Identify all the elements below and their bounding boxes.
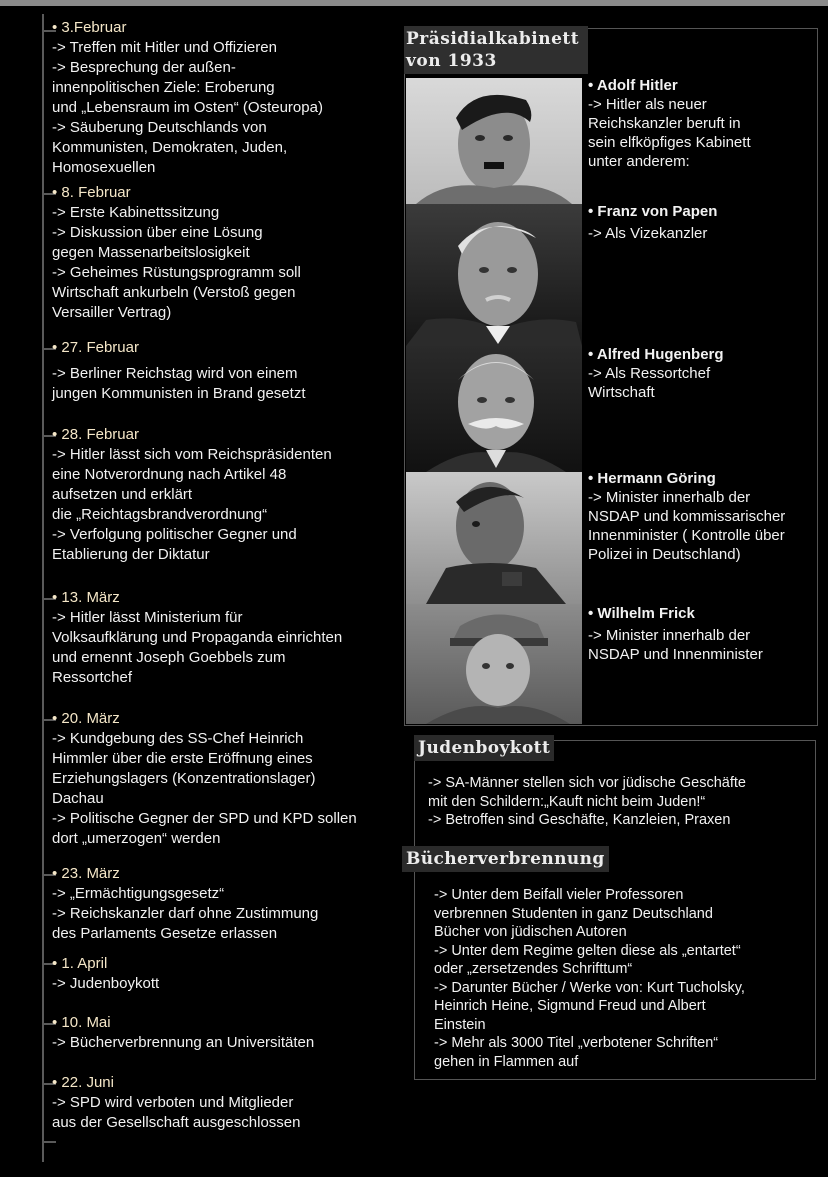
event-date: • 23. März: [52, 865, 120, 882]
member-desc: -> Als Vizekanzler: [588, 225, 708, 242]
cabinet-member: [588, 604, 818, 664]
event-date: • 8. Februar: [52, 184, 131, 201]
timeline-event: [52, 864, 402, 944]
timeline-event: [52, 709, 402, 849]
timeline-event: [52, 1013, 402, 1053]
judenboykott-title: Judenboykott: [414, 735, 554, 761]
member-name: • Franz von Papen: [588, 203, 718, 220]
timeline-line: [42, 14, 44, 1162]
member-name: • Hermann Göring: [588, 470, 716, 487]
event-text: -> Treffen mit Hitler und Offizieren -> Besprechung der außen- innenpolitischen Ziele: Eroberung und „Lebensraum im Osten“ (Osteuropa) -> Säuberung Deutschlands von Kommunisten, Demokraten, Juden, Homosexuellen: [52, 39, 323, 176]
timeline-event: [52, 954, 402, 994]
event-date: • 13. März: [52, 589, 120, 606]
portrait-goering: [406, 472, 582, 604]
member-desc: -> Minister innerhalb der NSDAP und Innenminister: [588, 627, 763, 663]
timeline-event: [52, 1073, 402, 1133]
member-name: • Alfred Hugenberg: [588, 346, 724, 363]
portrait-hugenberg: [406, 346, 582, 472]
judenboykott-text: -> SA-Männer stellen sich vor jüdische Geschäfte mit den Schildern:„Kauft nicht beim Juden!“ -> Betroffen sind Geschäfte, Kanzleien, Praxen: [428, 775, 746, 828]
cabinet-title: Präsidialkabinett von 1933: [404, 26, 588, 74]
top-bar: [0, 0, 828, 6]
event-date: • 20. März: [52, 710, 120, 727]
cabinet-member: [588, 202, 818, 243]
timeline-event: [52, 425, 402, 565]
timeline-event: [52, 588, 402, 688]
member-desc: -> Hitler als neuer Reichskanzler beruft in sein elfköpfiges Kabinett unter anderem:: [588, 96, 751, 170]
event-date: • 22. Juni: [52, 1074, 114, 1091]
event-text: -> Erste Kabinettssitzung -> Diskussion über eine Lösung gegen Massenarbeitslosigkeit -> Geheimes Rüstungsprogramm soll Wirtschaft ankurbeln (Verstoß gegen Versailler Vertrag): [52, 204, 301, 321]
member-desc: -> Minister innerhalb der NSDAP und kommissarischer Innenminister ( Kontrolle über Polizei in Deutschland): [588, 489, 786, 563]
event-date: • 27. Februar: [52, 339, 139, 356]
event-text: -> „Ermächtigungsgesetz“ -> Reichskanzler darf ohne Zustimmung des Parlaments Gesetze erlassen: [52, 885, 319, 942]
timeline-event: [52, 18, 402, 178]
event-date: • 28. Februar: [52, 426, 139, 443]
buecherverbrennung-title: Bücherverbrennung: [402, 846, 609, 872]
timeline-event: [52, 183, 402, 323]
event-date: • 3.Februar: [52, 19, 127, 36]
cabinet-member: [588, 76, 818, 171]
portrait-papen: [406, 204, 582, 346]
cabinet-member: [588, 469, 818, 564]
event-text: -> SPD wird verboten und Mitglieder aus der Gesellschaft ausgeschlossen: [52, 1094, 301, 1131]
event-text: -> Hitler lässt Ministerium für Volksaufklärung und Propaganda einrichten und ernennt Joseph Goebbels zum Ressortchef: [52, 609, 343, 686]
event-text: -> Berliner Reichstag wird von einem jungen Kommunisten in Brand gesetzt: [52, 365, 306, 402]
portrait-frick: [406, 604, 582, 724]
event-text: -> Hitler lässt sich vom Reichspräsidenten eine Notverordnung nach Artikel 48 aufsetzen und erklärt die „Reichtagsbrandverordnung“ -> Verfolgung politischer Gegner und Etablierung der Diktatur: [52, 446, 332, 563]
event-text: -> Bücherverbrennung an Universitäten: [52, 1034, 315, 1051]
timeline-tick: [42, 1141, 56, 1143]
timeline-event: [52, 338, 402, 404]
member-name: • Wilhelm Frick: [588, 605, 695, 622]
event-text: -> Judenboykott: [52, 975, 160, 992]
event-text: -> Kundgebung des SS-Chef Heinrich Himmler über die erste Eröffnung eines Erziehungslagers (Konzentrationslager) Dachau -> Politische Gegner der SPD und KPD sollen dort „umerzogen“ werden: [52, 730, 357, 847]
cabinet-member: [588, 345, 818, 402]
event-date: • 10. Mai: [52, 1014, 111, 1031]
portrait-hitler: [406, 78, 582, 204]
member-name: • Adolf Hitler: [588, 77, 678, 94]
event-date: • 1. April: [52, 955, 108, 972]
member-desc: -> Als Ressortchef Wirtschaft: [588, 365, 711, 401]
buecherverbrennung-text: -> Unter dem Beifall vieler Professoren verbrennen Studenten in ganz Deutschland Bücher von jüdischen Autoren -> Unter dem Regime gelten diese als „entartet“ oder „zersetzendes Schrifttum“ -> Darunter Bücher / Werke von: Kurt Tucholsky, Heinrich Heine, Sigmund Freud und Albert Einstein -> Mehr als 3000 Titel „verbotener Schriften“ gehen in Flammen auf: [434, 887, 745, 1070]
